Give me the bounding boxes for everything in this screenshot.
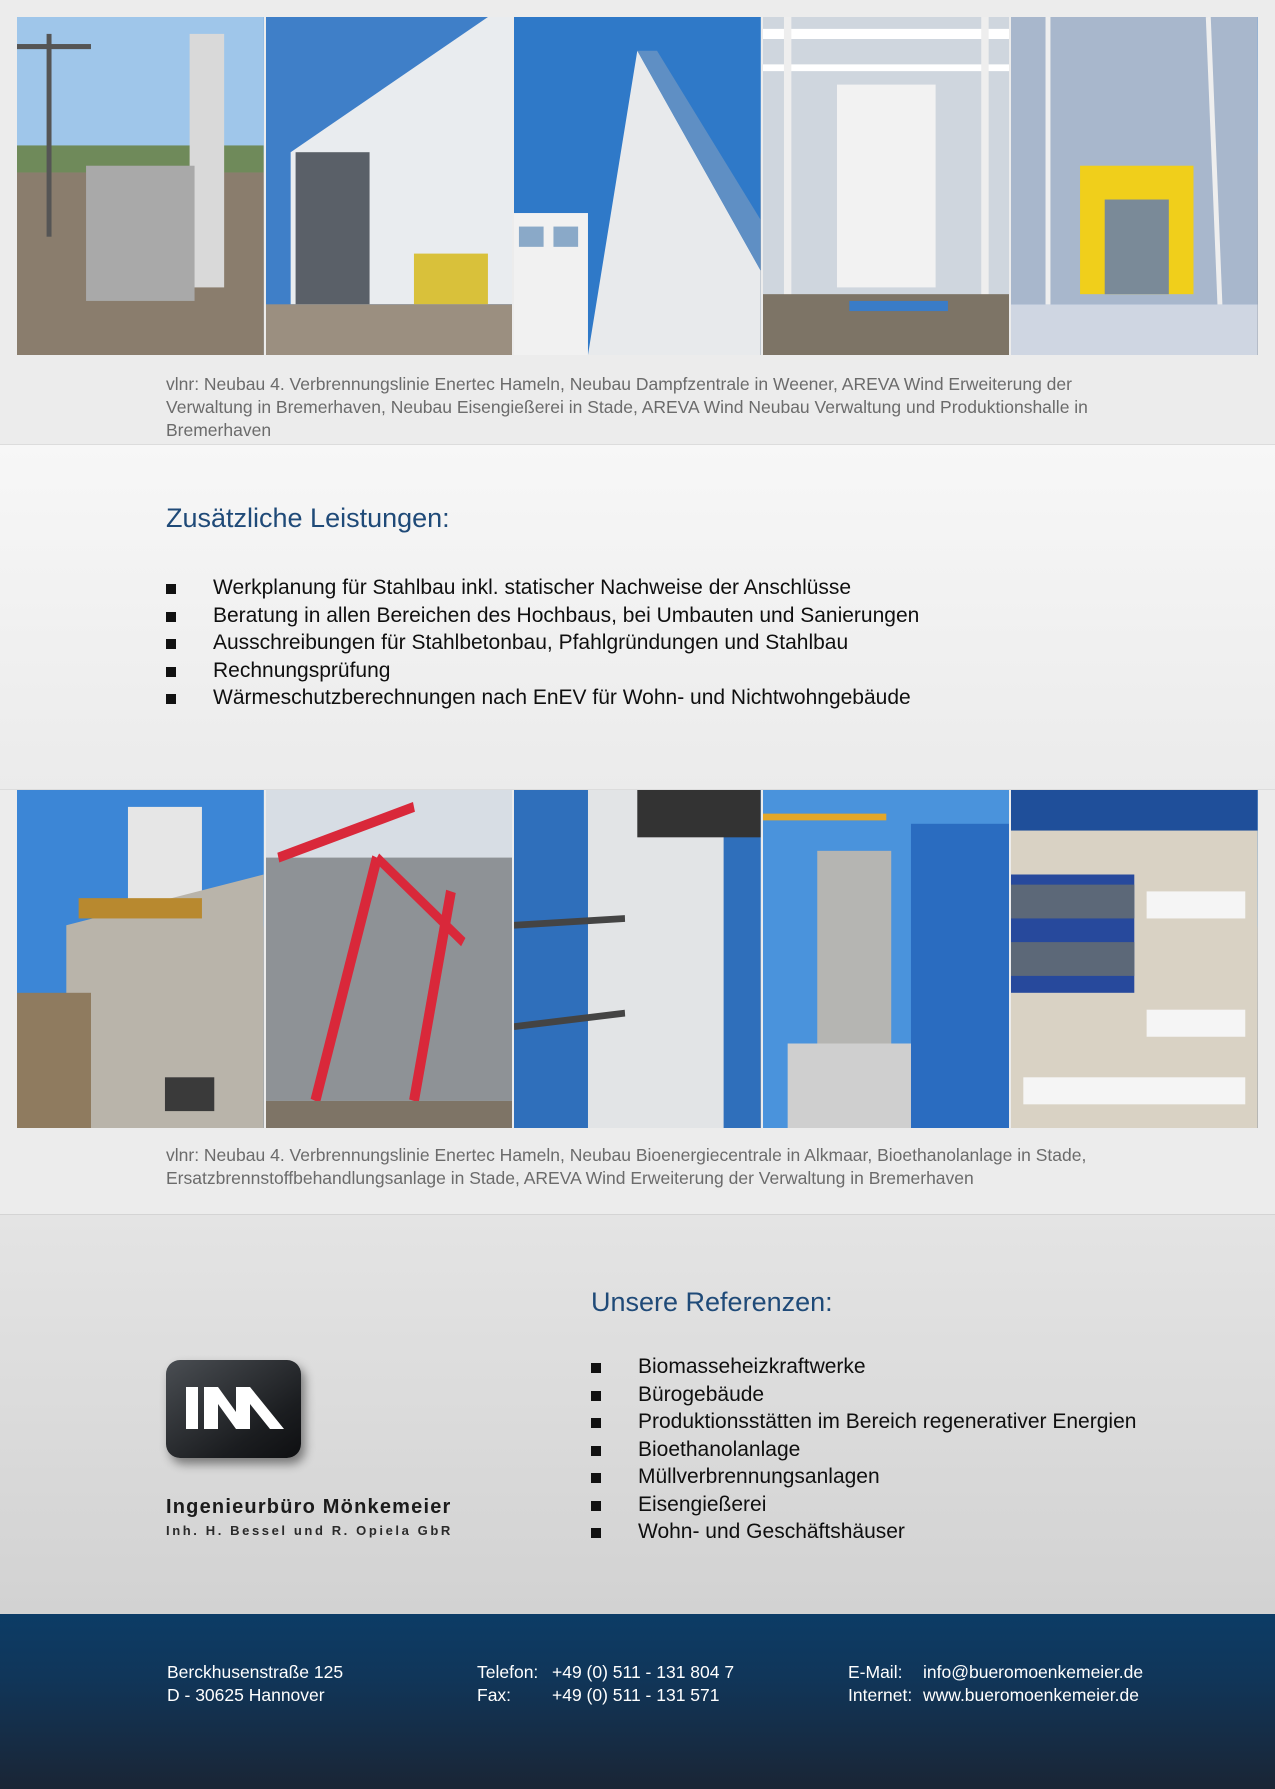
glass-facade-building-photo <box>514 17 761 355</box>
bullet-icon <box>166 584 176 594</box>
bullet-icon <box>591 1391 601 1401</box>
services-heading: Zusätzliche Leistungen: <box>166 503 450 533</box>
bullet-icon <box>591 1528 601 1538</box>
company-name: Ingenieurbüro Mönkemeier <box>166 1496 452 1518</box>
list-item <box>591 1491 1136 1519</box>
address-street: Berckhusenstraße 125 <box>167 1662 344 1682</box>
bullet-icon <box>166 667 176 677</box>
bullet-icon <box>591 1418 601 1428</box>
fax-label: Fax: <box>477 1685 512 1705</box>
bottom-gallery <box>0 789 1275 1214</box>
concrete-formwork-crane-photo <box>17 790 264 1128</box>
fax-number: +49 (0) 511 - 131 571 <box>552 1685 720 1705</box>
list-item-label: Müllverbrennungsanlagen <box>638 1465 880 1488</box>
yellow-entrance-office-photo <box>1011 17 1258 355</box>
construction-site-crane-photo <box>17 17 264 355</box>
footer <box>0 1614 1275 1789</box>
references-heading: Unsere Referenzen: <box>591 1287 833 1317</box>
bullet-icon <box>591 1446 601 1456</box>
web-label: Internet: <box>848 1685 913 1705</box>
list-item <box>591 1353 1136 1381</box>
email-link[interactable]: info@bueromoenkemeier.de <box>923 1662 1144 1682</box>
list-item <box>591 1463 1136 1491</box>
list-item-label: Ausschreibungen für Stahlbetonbau, Pfahlgründungen und Stahlbau <box>213 631 849 654</box>
bullet-icon <box>166 612 176 622</box>
list-item <box>591 1518 1136 1546</box>
top-photo-strip <box>17 17 1258 355</box>
bullet-icon <box>166 639 176 649</box>
industrial-tower-truss-photo <box>514 790 761 1128</box>
list-item-label: Produktionsstätten im Bereich regenerativer Energien <box>638 1410 1137 1433</box>
list-item-label: Rechnungsprüfung <box>213 658 391 682</box>
bullet-icon <box>591 1363 601 1373</box>
footer-contact <box>848 1661 1143 1707</box>
company-subtitle: Inh. H. Bessel und R. Opiela GbR <box>166 1523 453 1538</box>
office-building-facade-photo <box>1011 790 1258 1128</box>
list-item-label: Eisengießerei <box>638 1492 767 1516</box>
list-item <box>591 1436 1136 1464</box>
phone-label: Telefon: <box>477 1662 539 1682</box>
steel-frame-hall-interior-photo <box>763 17 1010 355</box>
references-list <box>591 1353 1136 1546</box>
red-steel-bracing-facade-photo <box>266 790 513 1128</box>
list-item <box>166 657 919 685</box>
bullet-icon <box>591 1501 601 1511</box>
list-item <box>591 1408 1136 1436</box>
blue-scaffold-plant-photo <box>763 790 1010 1128</box>
list-item-label: Bürogebäude <box>638 1382 765 1406</box>
address-city: D - 30625 Hannover <box>167 1685 325 1705</box>
logo-im-icon <box>166 1360 301 1458</box>
top-gallery-caption: vlnr: Neubau 4. Verbrennungslinie Enertec Hameln, Neubau Dampfzentrale in Weener, AREVA Wind Erweiterung der Verwaltung in Bremerhaven, Neubau Eisengießerei in Stade, AREVA Wind Neubau Verwaltung und Produktionshalle in Bremerhaven <box>166 374 1088 440</box>
email-label: E-Mail: <box>848 1662 903 1682</box>
footer-phone <box>477 1661 734 1707</box>
list-item <box>166 574 919 602</box>
footer-address <box>167 1661 343 1707</box>
list-item <box>166 684 919 712</box>
list-item-label: Werkplanung für Stahlbau inkl. statischer Nachweise der Anschlüsse <box>213 576 852 599</box>
phone-number: +49 (0) 511 - 131 804 7 <box>552 1662 735 1682</box>
bullet-icon <box>591 1473 601 1483</box>
list-item-label: Wärmeschutzberechnungen nach EnEV für Wohn- und Nichtwohngebäude <box>213 686 911 709</box>
bottom-gallery-caption: vlnr: Neubau 4. Verbrennungslinie Enertec Hameln, Neubau Bioenergiecentrale in Alkmaar, Bioethanolanlage in Stade, Ersatzbrennstoffbehandlungsanlage in Stade, AREVA Wind Erweiterung der Verwaltung in Bremerhaven <box>166 1145 1087 1188</box>
bullet-icon <box>166 694 176 704</box>
list-item <box>591 1381 1136 1409</box>
list-item <box>166 602 919 630</box>
power-plant-building-photo <box>266 17 513 355</box>
list-item <box>166 629 919 657</box>
list-item-label: Wohn- und Geschäftshäuser <box>638 1520 905 1543</box>
list-item-label: Bioethanolanlage <box>638 1437 801 1461</box>
services-list <box>166 574 919 712</box>
web-link[interactable]: www.bueromoenkemeier.de <box>923 1685 1139 1705</box>
list-item-label: Biomasseheizkraftwerke <box>638 1355 866 1378</box>
bottom-photo-strip <box>17 790 1258 1128</box>
company-logo <box>166 1360 301 1458</box>
list-item-label: Beratung in allen Bereichen des Hochbaus, bei Umbauten und Sanierungen <box>213 603 920 627</box>
top-gallery <box>0 0 1275 444</box>
